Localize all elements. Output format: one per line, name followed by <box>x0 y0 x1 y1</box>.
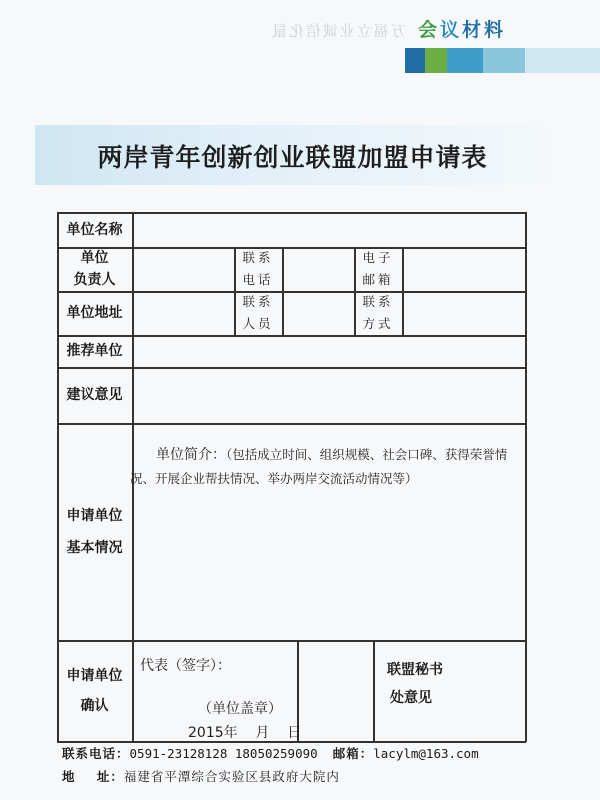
address-field[interactable] <box>133 291 234 335</box>
date-line: 2015年 月 日 <box>188 725 302 741</box>
email-label <box>354 247 402 291</box>
intro-text: （包括成立时间、组织规模、社会口碑、获得荣誉情况、开展企业帮扶情况、举办两岸交流活动情况等） <box>130 447 508 486</box>
suggestion-field[interactable] <box>133 367 525 423</box>
unit-name-label: 单位名称 <box>66 221 123 238</box>
phone-label <box>234 247 282 291</box>
confirm-label-line: 申请单位 <box>66 667 123 684</box>
phone-numbers: 0591-23128128 18050259090 <box>129 746 318 761</box>
contact-person-label <box>234 291 282 335</box>
bleed-through-text: 万福立业诚信化鼠 <box>270 22 407 40</box>
secretary-label-line: 处意见 <box>390 690 432 706</box>
phone-field[interactable] <box>283 247 354 291</box>
address-label: 单位地址 <box>66 305 123 321</box>
recommend-field[interactable] <box>133 335 525 367</box>
stripe <box>447 48 483 73</box>
email-label-line: 电子 <box>362 250 394 265</box>
brand-logo <box>418 15 506 42</box>
email-key: 邮箱： <box>332 746 374 761</box>
suggestion-label: 建议意见 <box>66 387 123 403</box>
unit-seal: （单位盖章） <box>198 701 282 717</box>
email-address[interactable]: lacylm@163.com <box>373 746 479 761</box>
brand-char: 议 <box>440 19 463 41</box>
address-key: 地 址： <box>62 769 124 784</box>
leader-label <box>57 247 132 291</box>
unit-intro-text <box>130 443 515 491</box>
contact-person-label-line: 人员 <box>242 316 274 331</box>
stripe <box>405 48 425 73</box>
contact-person-field[interactable] <box>283 291 354 335</box>
intro-lead: 单位简介： <box>156 447 226 463</box>
email-field[interactable] <box>403 247 525 291</box>
footer-address <box>62 767 340 785</box>
leader-field[interactable] <box>133 247 234 291</box>
unit-name-field[interactable] <box>133 212 525 247</box>
footer-contact <box>62 744 479 762</box>
stripe <box>525 48 600 73</box>
phone-key: 联系电话： <box>62 746 130 761</box>
basic-info-label-line: 申请单位 <box>66 507 123 524</box>
confirm-label-line: 确认 <box>80 697 109 714</box>
secretary-label <box>373 640 525 741</box>
leader-label-line: 负责人 <box>73 272 116 288</box>
contact-method-label-line: 联系 <box>362 294 394 309</box>
email-label-line: 邮箱 <box>362 272 394 287</box>
basic-info-label-line: 基本情况 <box>66 539 123 556</box>
address-value: 福建省平潭综合实验区县政府大院内 <box>123 769 340 784</box>
brand-char: 料 <box>484 19 507 41</box>
stripe <box>483 48 525 73</box>
contact-method-label-line: 方式 <box>362 316 394 331</box>
contact-person-label-line: 联系 <box>242 294 274 309</box>
stripe <box>425 48 447 73</box>
brand-char: 材 <box>462 19 485 41</box>
phone-label-line: 联系 <box>242 250 274 265</box>
basic-info-label <box>57 423 132 640</box>
color-stripes <box>405 48 600 73</box>
representative-signature: 代表（签字）： <box>140 658 231 674</box>
phone-label-line: 电话 <box>242 272 274 287</box>
contact-method-label <box>354 291 402 335</box>
secretary-label-line: 联盟秘书 <box>387 662 443 678</box>
table-line <box>525 212 527 742</box>
leader-label-line: 单位 <box>80 250 109 266</box>
page-title: 两岸青年创新创业联盟加盟申请表 <box>97 143 488 172</box>
brand-char: 会 <box>418 19 441 41</box>
confirm-label <box>57 640 132 741</box>
contact-method-field[interactable] <box>403 291 525 335</box>
recommend-label: 推荐单位 <box>66 343 123 359</box>
